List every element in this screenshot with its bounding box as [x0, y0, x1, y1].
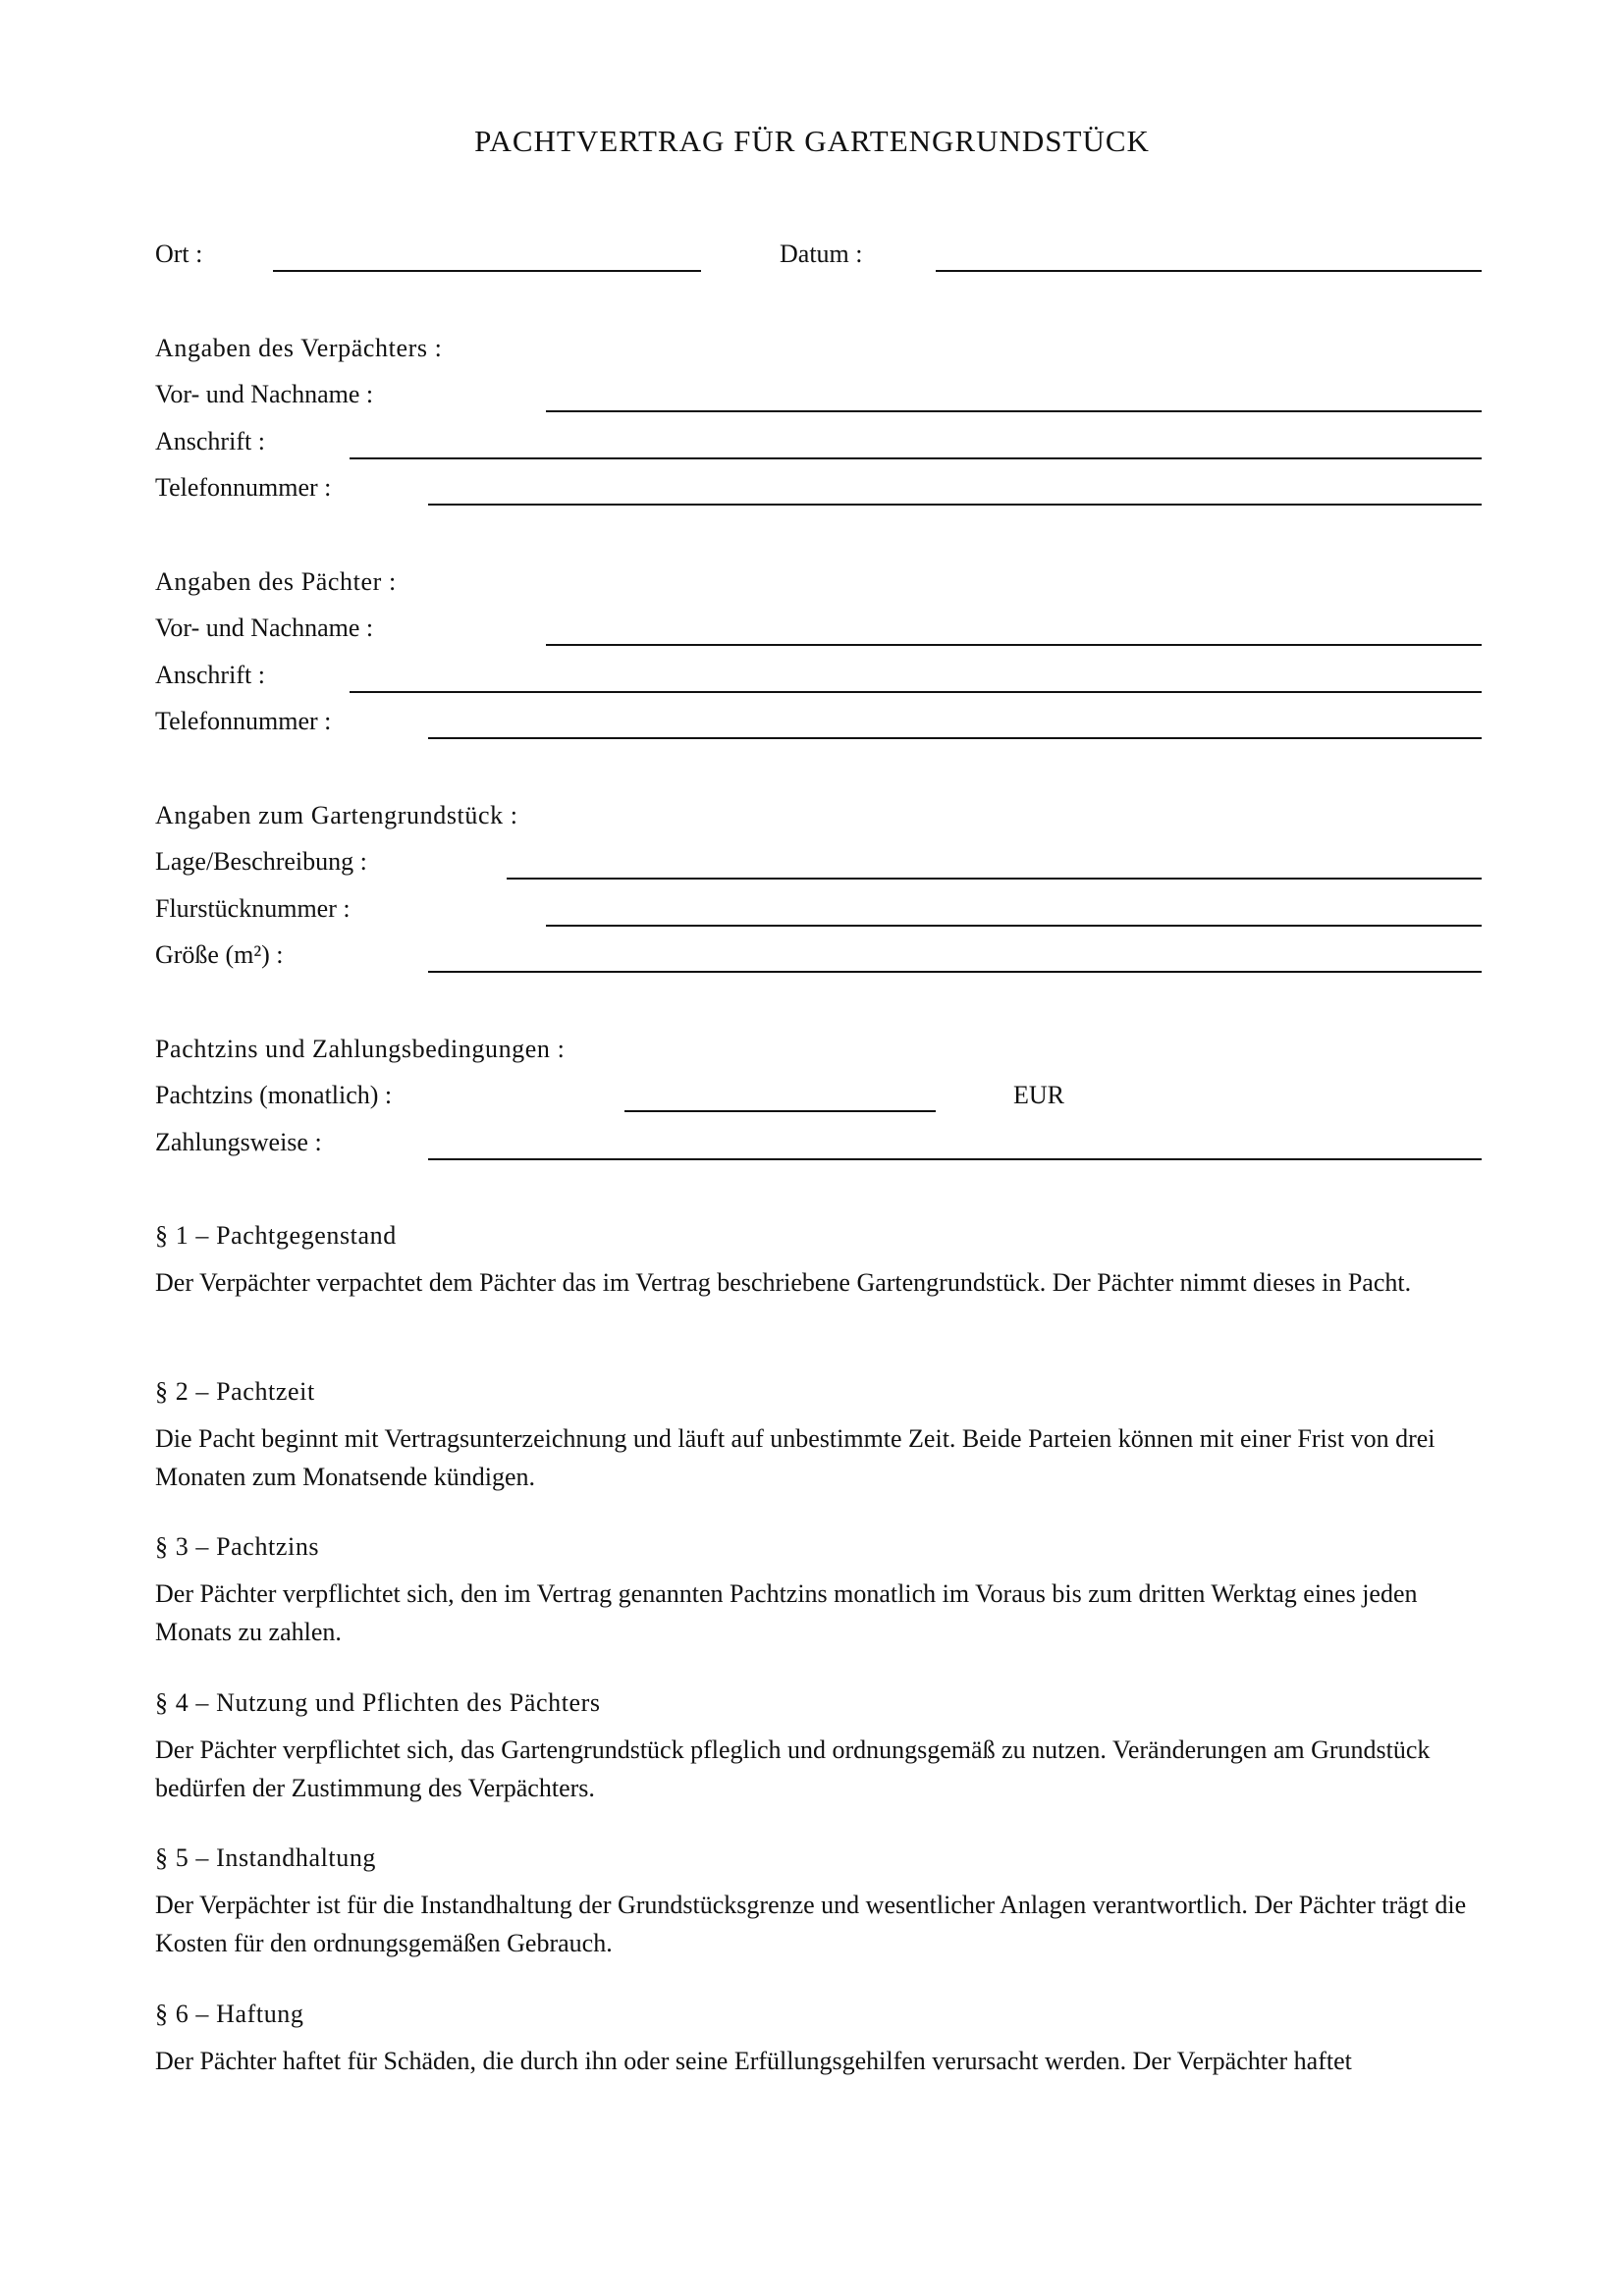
verpaechter-anschrift-label: Anschrift : [155, 427, 265, 455]
ort-field[interactable] [273, 270, 701, 272]
section-6-text: Der Pächter haftet für Schäden, die durch ihn oder seine Erfüllungsgehilfen verursacht werden. Der Verpächter haftet [155, 2047, 1352, 2075]
section-1-heading: § 1 – Pachtgegenstand [155, 1221, 397, 1250]
verpaechter-name-label: Vor- und Nachname : [155, 380, 374, 408]
section-6-heading: § 6 – Haftung [155, 2000, 304, 2028]
verpaechter-name-field[interactable] [546, 410, 1482, 412]
currency-label: EUR [1013, 1081, 1064, 1109]
groesse-label: Größe (m²) : [155, 940, 284, 969]
paechter-anschrift-field[interactable] [350, 691, 1482, 693]
section-5-heading: § 5 – Instandhaltung [155, 1843, 377, 1872]
flurstueck-label: Flurstücknummer : [155, 894, 351, 923]
section-1-text: Der Verpächter verpachtet dem Pächter das im Vertrag beschriebene Gartengrundstück. Der Pächter nimmt dieses in Pacht. [155, 1268, 1412, 1297]
paechter-heading: Angaben des Pächter : [155, 567, 397, 596]
section-4-heading: § 4 – Nutzung und Pflichten des Pächters [155, 1688, 601, 1717]
paechter-name-field[interactable] [546, 644, 1482, 646]
verpaechter-heading: Angaben des Verpächters : [155, 334, 443, 362]
paechter-telefon-label: Telefonnummer : [155, 707, 332, 735]
flurstueck-field[interactable] [546, 925, 1482, 927]
section-2-text: Die Pacht beginnt mit Vertragsunterzeichnung und läuft auf unbestimmte Zeit. Beide Parteien können mit einer Frist von drei Monaten zum Monatsende kündigen. [155, 1424, 1435, 1491]
datum-label: Datum : [780, 240, 863, 268]
lage-field[interactable] [507, 878, 1482, 880]
verpaechter-telefon-label: Telefonnummer : [155, 473, 332, 502]
section-3-heading: § 3 – Pachtzins [155, 1532, 320, 1561]
zahlungsweise-label: Zahlungsweise : [155, 1128, 322, 1156]
paechter-anschrift-label: Anschrift : [155, 661, 265, 689]
lage-label: Lage/Beschreibung : [155, 847, 367, 876]
datum-field[interactable] [936, 270, 1482, 272]
ort-label: Ort : [155, 240, 203, 268]
verpaechter-telefon-field[interactable] [428, 504, 1482, 506]
paechter-name-label: Vor- und Nachname : [155, 614, 374, 642]
section-2-heading: § 2 – Pachtzeit [155, 1377, 315, 1406]
section-5-text: Der Verpächter ist für die Instandhaltung der Grundstücksgrenze und wesentlicher Anlagen verantwortlich. Der Pächter trägt die Kosten für den ordnungsgemäßen Gebrauch. [155, 1891, 1467, 1957]
verpaechter-anschrift-field[interactable] [350, 457, 1482, 459]
pachtzins-field[interactable] [624, 1110, 936, 1112]
pachtzins-label: Pachtzins (monatlich) : [155, 1081, 393, 1109]
section-3-text: Der Pächter verpflichtet sich, den im Vertrag genannten Pachtzins monatlich im Voraus bis zum dritten Werktag eines jeden Monats zu zahlen. [155, 1579, 1418, 1646]
grundstueck-heading: Angaben zum Gartengrundstück : [155, 801, 518, 829]
zahlung-heading: Pachtzins und Zahlungsbedingungen : [155, 1035, 566, 1063]
groesse-field[interactable] [428, 971, 1482, 973]
document-title: PACHTVERTRAG FÜR GARTENGRUNDSTÜCK [474, 124, 1150, 158]
paechter-telefon-field[interactable] [428, 737, 1482, 739]
zahlungsweise-field[interactable] [428, 1158, 1482, 1160]
section-4-text: Der Pächter verpflichtet sich, das Gartengrundstück pfleglich und ordnungsgemäß zu nutzen. Veränderungen am Grundstück bedürfen der Zustimmung des Verpächters. [155, 1735, 1431, 1802]
